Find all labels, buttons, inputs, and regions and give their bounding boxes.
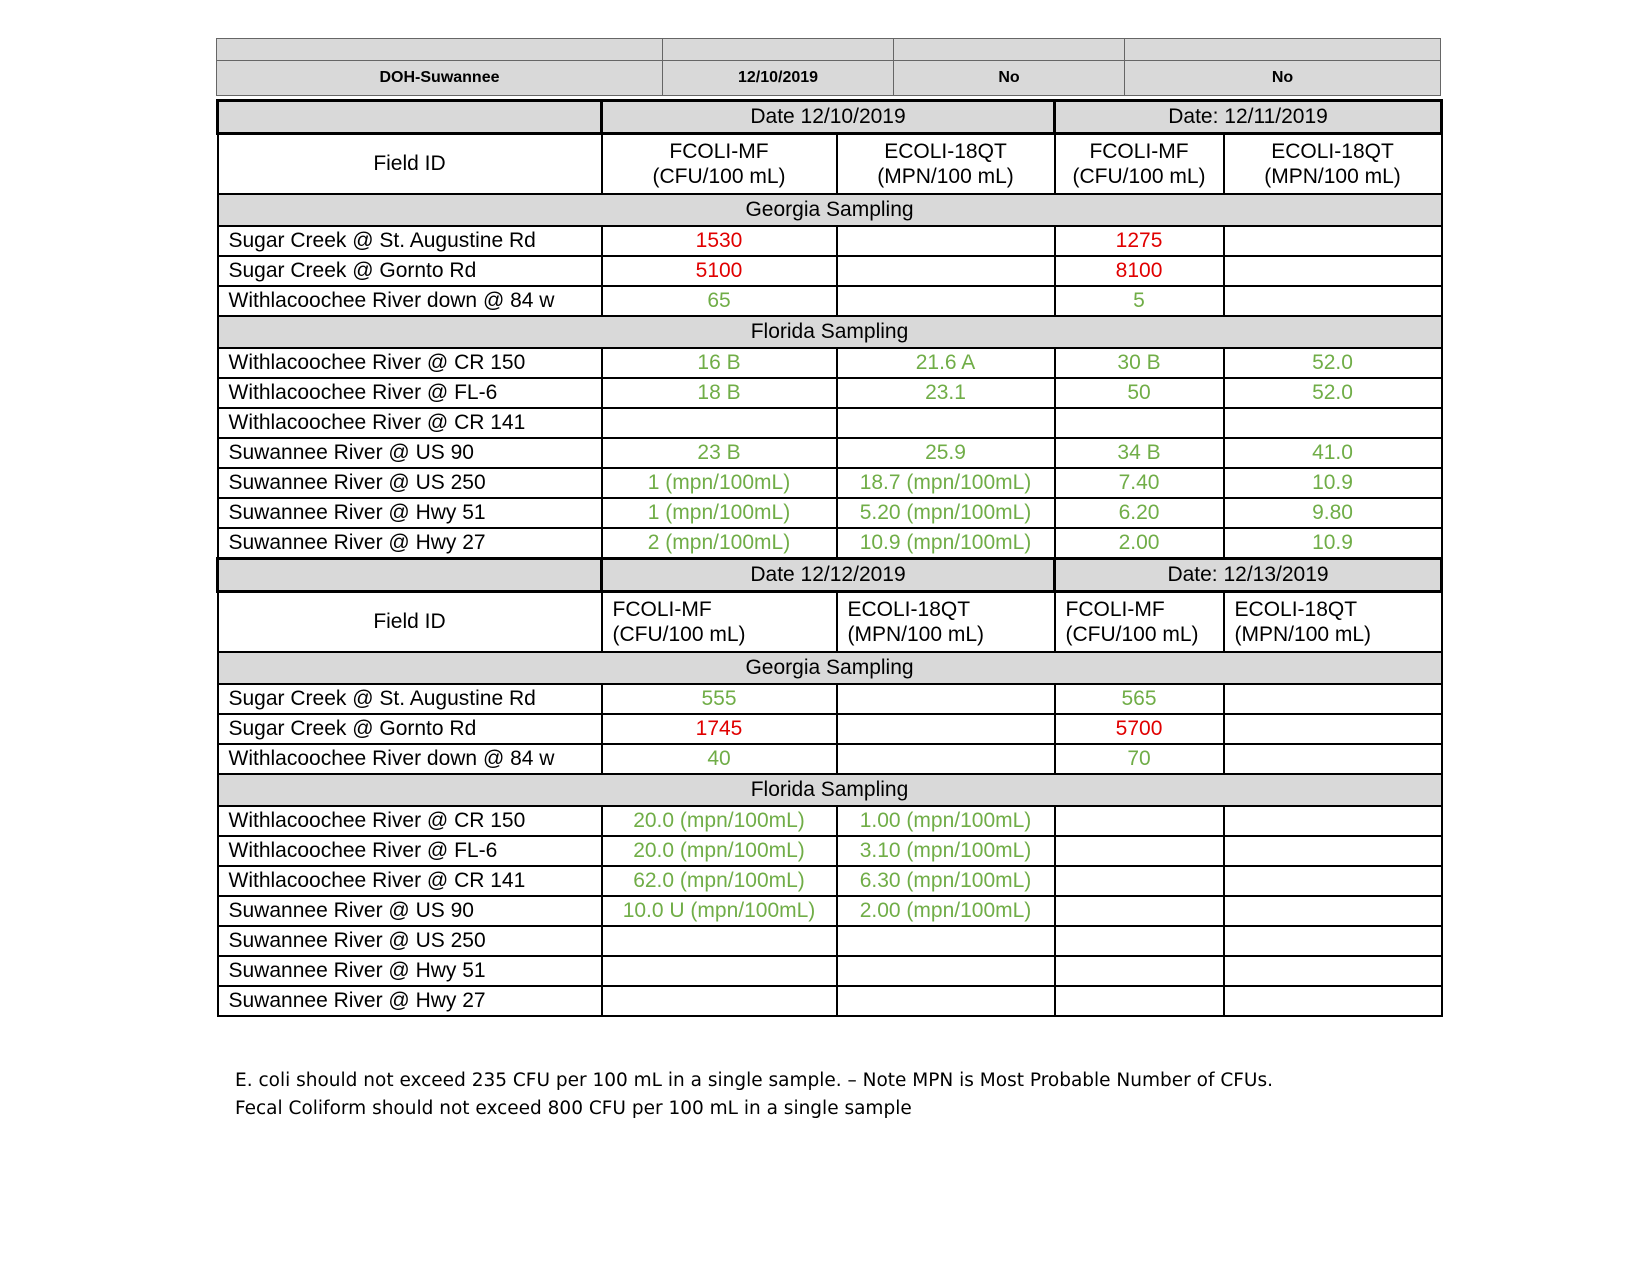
- result-cell: [1224, 226, 1442, 256]
- result-cell: [1224, 986, 1442, 1016]
- date-right: Date: 12/13/2019: [1055, 559, 1442, 592]
- result-cell: 18.7 (mpn/100mL): [837, 468, 1055, 498]
- sampling-results-body: [218, 101, 1442, 1017]
- result-cell: [837, 744, 1055, 774]
- date-left: Date 12/12/2019: [602, 559, 1055, 592]
- result-cell: [837, 714, 1055, 744]
- method-header: [837, 592, 1055, 653]
- result-cell: 18 B: [602, 378, 837, 408]
- result-cell: [1224, 408, 1442, 438]
- result-cell: 7.40: [1055, 468, 1224, 498]
- result-cell: 23 B: [602, 438, 837, 468]
- field-id-cell: Suwannee River @ Hwy 51: [218, 498, 602, 528]
- table-row: [218, 408, 1442, 438]
- result-cell: [1224, 926, 1442, 956]
- result-cell: [602, 956, 837, 986]
- result-cell: 565: [1055, 684, 1224, 714]
- result-cell: 1275: [1055, 226, 1224, 256]
- result-cell: [1224, 836, 1442, 866]
- result-cell: 30 B: [1055, 348, 1224, 378]
- result-cell: 10.9: [1224, 528, 1442, 559]
- field-id-cell: Withlacoochee River @ FL-6: [218, 378, 602, 408]
- table-row: [218, 956, 1442, 986]
- method-name: ECOLI-18QT: [1234, 597, 1358, 621]
- result-cell: [1224, 896, 1442, 926]
- result-cell: [602, 926, 837, 956]
- report-header-table: [216, 38, 1441, 96]
- result-cell: 5700: [1055, 714, 1224, 744]
- method-unit: (CFU/100 mL): [652, 165, 786, 188]
- result-cell: 2.00 (mpn/100mL): [837, 896, 1055, 926]
- result-cell: 6.20: [1055, 498, 1224, 528]
- method-header: [837, 134, 1055, 195]
- method-header: [602, 134, 837, 195]
- header-agency: DOH-Suwannee: [217, 61, 663, 96]
- table-row: [218, 806, 1442, 836]
- result-cell: [837, 286, 1055, 316]
- result-cell: 6.30 (mpn/100mL): [837, 866, 1055, 896]
- result-cell: 2 (mpn/100mL): [602, 528, 837, 559]
- field-id-cell: Withlacoochee River down @ 84 w: [218, 286, 602, 316]
- field-id-cell: Suwannee River @ US 250: [218, 926, 602, 956]
- result-cell: 1 (mpn/100mL): [602, 498, 837, 528]
- result-cell: [1055, 408, 1224, 438]
- table-row: [218, 986, 1442, 1016]
- table-row: [218, 866, 1442, 896]
- result-cell: 65: [602, 286, 837, 316]
- field-id-cell: Withlacoochee River @ CR 150: [218, 348, 602, 378]
- method-header: [1055, 592, 1224, 653]
- field-id-cell: Sugar Creek @ St. Augustine Rd: [218, 684, 602, 714]
- field-id-cell: Withlacoochee River down @ 84 w: [218, 744, 602, 774]
- result-cell: [837, 926, 1055, 956]
- header-date: 12/10/2019: [663, 61, 894, 96]
- georgia-sampling-label: Georgia Sampling: [218, 194, 1442, 226]
- result-cell: 62.0 (mpn/100mL): [602, 866, 837, 896]
- field-id-cell: Suwannee River @ Hwy 27: [218, 528, 602, 559]
- field-id-cell: Withlacoochee River @ CR 141: [218, 866, 602, 896]
- result-cell: 3.10 (mpn/100mL): [837, 836, 1055, 866]
- table-row: [218, 378, 1442, 408]
- result-cell: [1055, 986, 1224, 1016]
- date-row-blank: [218, 559, 602, 592]
- result-cell: 25.9: [837, 438, 1055, 468]
- table-row: [218, 226, 1442, 256]
- field-id-cell: Sugar Creek @ St. Augustine Rd: [218, 226, 602, 256]
- result-cell: 16 B: [602, 348, 837, 378]
- table-row: [218, 256, 1442, 286]
- header-flag-2: No: [1125, 61, 1441, 96]
- result-cell: 41.0: [1224, 438, 1442, 468]
- georgia-sampling-header-row: [218, 652, 1442, 684]
- method-header: [1224, 134, 1442, 195]
- method-name: ECOLI-18QT: [847, 597, 971, 621]
- field-id-cell: Suwannee River @ Hwy 51: [218, 956, 602, 986]
- header-info-row: [217, 61, 1441, 96]
- table-row: [218, 896, 1442, 926]
- result-cell: 5: [1055, 286, 1224, 316]
- table-row: [218, 744, 1442, 774]
- table-row: [218, 286, 1442, 316]
- result-cell: [1224, 806, 1442, 836]
- florida-sampling-header-row: [218, 774, 1442, 806]
- georgia-sampling-label: Georgia Sampling: [218, 652, 1442, 684]
- method-name: FCOLI-MF: [669, 139, 769, 163]
- result-cell: 1 (mpn/100mL): [602, 468, 837, 498]
- result-cell: [837, 226, 1055, 256]
- result-cell: [837, 986, 1055, 1016]
- result-cell: 23.1: [837, 378, 1055, 408]
- table-row: [218, 498, 1442, 528]
- florida-sampling-label: Florida Sampling: [218, 774, 1442, 806]
- field-id-cell: Withlacoochee River @ CR 141: [218, 408, 602, 438]
- field-id-cell: Sugar Creek @ Gornto Rd: [218, 256, 602, 286]
- field-id-cell: Suwannee River @ US 250: [218, 468, 602, 498]
- result-cell: [1055, 956, 1224, 986]
- field-id-cell: Suwannee River @ Hwy 27: [218, 986, 602, 1016]
- header-flag-1: No: [894, 61, 1125, 96]
- result-cell: 70: [1055, 744, 1224, 774]
- method-header: [1055, 134, 1224, 195]
- date-header-row: [218, 559, 1442, 592]
- result-cell: [1224, 956, 1442, 986]
- result-cell: [1224, 286, 1442, 316]
- florida-sampling-label: Florida Sampling: [218, 316, 1442, 348]
- result-cell: 5.20 (mpn/100mL): [837, 498, 1055, 528]
- field-id-cell: Suwannee River @ US 90: [218, 438, 602, 468]
- method-unit: (CFU/100 mL): [612, 623, 746, 646]
- result-cell: [837, 684, 1055, 714]
- result-cell: 8100: [1055, 256, 1224, 286]
- result-cell: [837, 408, 1055, 438]
- method-header: [1224, 592, 1442, 653]
- result-cell: 20.0 (mpn/100mL): [602, 806, 837, 836]
- result-cell: [1224, 256, 1442, 286]
- column-header-row: [218, 134, 1442, 195]
- table-row: [218, 348, 1442, 378]
- result-cell: 1745: [602, 714, 837, 744]
- result-cell: 2.00: [1055, 528, 1224, 559]
- field-id-cell: Withlacoochee River @ FL-6: [218, 836, 602, 866]
- result-cell: 9.80: [1224, 498, 1442, 528]
- header-blank-row: [217, 39, 1441, 61]
- result-cell: 1.00 (mpn/100mL): [837, 806, 1055, 836]
- date-left: Date 12/10/2019: [602, 101, 1055, 134]
- table-row: [218, 528, 1442, 559]
- method-unit: (CFU/100 mL): [1072, 165, 1206, 188]
- method-unit: (MPN/100 mL): [1264, 165, 1401, 188]
- table-row: [218, 926, 1442, 956]
- table-row: [218, 836, 1442, 866]
- field-id-cell: Withlacoochee River @ CR 150: [218, 806, 602, 836]
- method-unit: (MPN/100 mL): [847, 623, 985, 646]
- result-cell: [1224, 866, 1442, 896]
- fcoli-limit-note: Fecal Coliform should not exceed 800 CFU per 100 mL in a single sample: [235, 1098, 912, 1119]
- result-cell: [1055, 836, 1224, 866]
- method-name: FCOLI-MF: [1089, 139, 1189, 163]
- result-cell: [1055, 926, 1224, 956]
- method-name: ECOLI-18QT: [884, 139, 1007, 163]
- table-row: [218, 468, 1442, 498]
- table-row: [218, 714, 1442, 744]
- result-cell: 50: [1055, 378, 1224, 408]
- result-cell: 10.0 U (mpn/100mL): [602, 896, 837, 926]
- result-cell: [602, 408, 837, 438]
- method-name: ECOLI-18QT: [1271, 139, 1394, 163]
- result-cell: [1224, 684, 1442, 714]
- date-row-blank: [218, 101, 602, 134]
- result-cell: [837, 956, 1055, 986]
- ecoli-limit-note: E. coli should not exceed 235 CFU per 100 mL in a single sample. – Note MPN is Most Probable Number of CFUs.: [235, 1070, 1273, 1091]
- date-header-row: [218, 101, 1442, 134]
- result-cell: [1055, 806, 1224, 836]
- result-cell: 1530: [602, 226, 837, 256]
- result-cell: 34 B: [1055, 438, 1224, 468]
- result-cell: 5100: [602, 256, 837, 286]
- field-id-header: Field ID: [218, 592, 602, 653]
- result-cell: 21.6 A: [837, 348, 1055, 378]
- method-unit: (MPN/100 mL): [877, 165, 1014, 188]
- method-unit: (MPN/100 mL): [1234, 623, 1372, 646]
- result-cell: 20.0 (mpn/100mL): [602, 836, 837, 866]
- method-header: [602, 592, 837, 653]
- result-cell: 10.9: [1224, 468, 1442, 498]
- method-unit: (CFU/100 mL): [1065, 623, 1199, 646]
- result-cell: [837, 256, 1055, 286]
- method-name: FCOLI-MF: [612, 597, 712, 621]
- field-id-cell: Sugar Creek @ Gornto Rd: [218, 714, 602, 744]
- result-cell: 52.0: [1224, 348, 1442, 378]
- result-cell: [1224, 744, 1442, 774]
- result-cell: [1055, 866, 1224, 896]
- field-id-header: Field ID: [218, 134, 602, 195]
- table-row: [218, 684, 1442, 714]
- method-name: FCOLI-MF: [1065, 597, 1165, 621]
- georgia-sampling-header-row: [218, 194, 1442, 226]
- sampling-results-table: [216, 99, 1443, 1017]
- column-header-row: [218, 592, 1442, 653]
- result-cell: 52.0: [1224, 378, 1442, 408]
- result-cell: 40: [602, 744, 837, 774]
- florida-sampling-header-row: [218, 316, 1442, 348]
- result-cell: [1224, 714, 1442, 744]
- date-right: Date: 12/11/2019: [1055, 101, 1442, 134]
- result-cell: 555: [602, 684, 837, 714]
- table-row: [218, 438, 1442, 468]
- result-cell: 10.9 (mpn/100mL): [837, 528, 1055, 559]
- field-id-cell: Suwannee River @ US 90: [218, 896, 602, 926]
- result-cell: [602, 986, 837, 1016]
- result-cell: [1055, 896, 1224, 926]
